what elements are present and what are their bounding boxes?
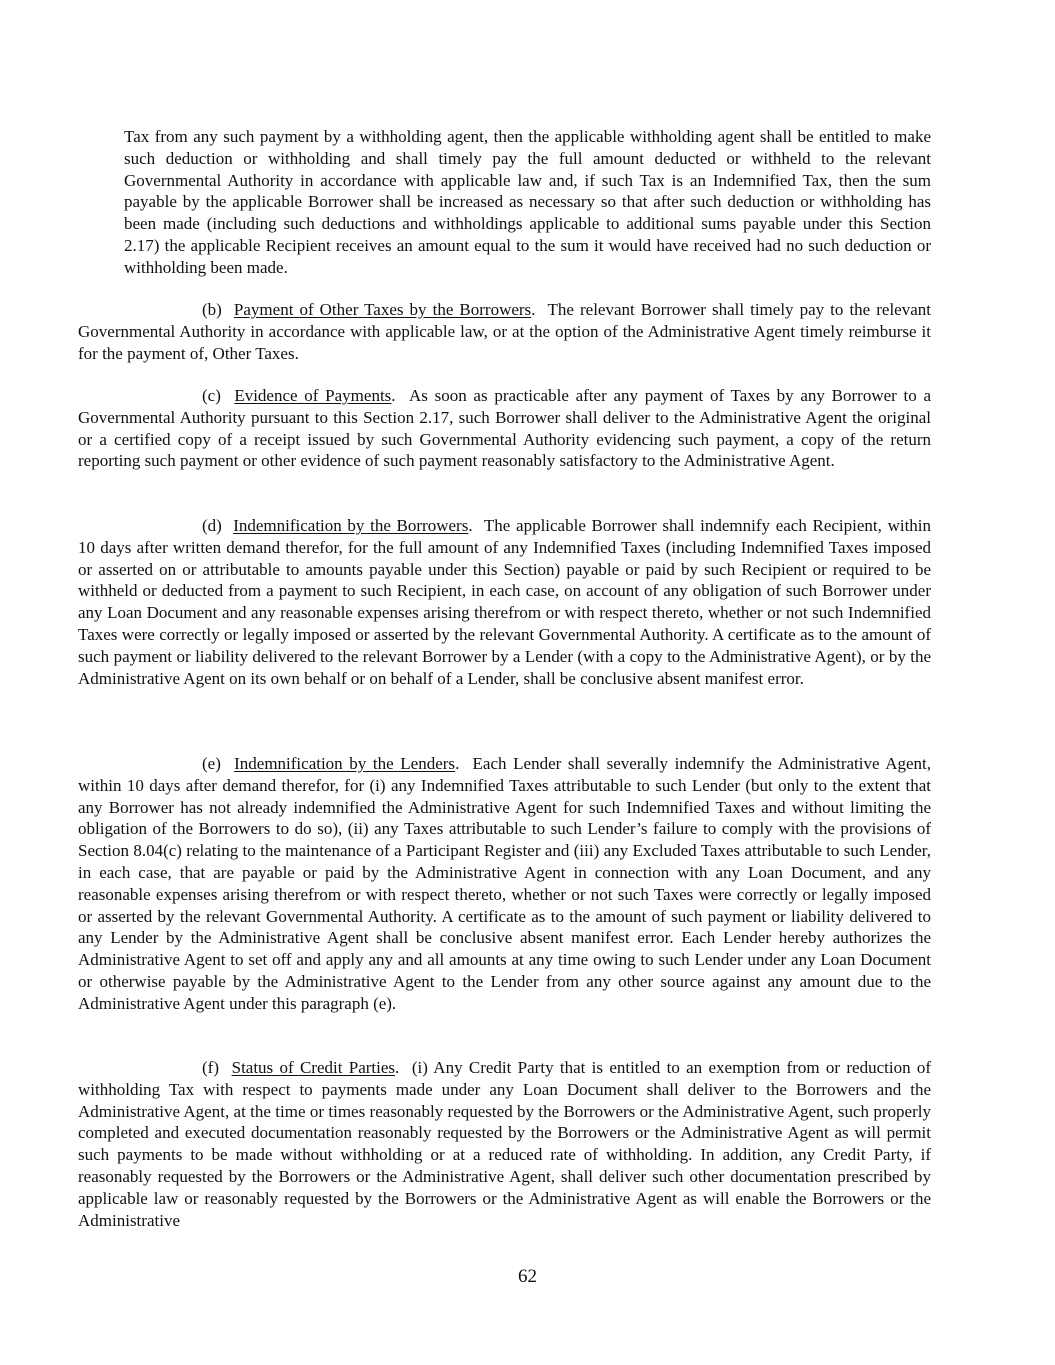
section-e-paragraph: (e) Indemnification by the Lenders. Each Lender shall severally indemnify the Administrative Agent, within 10 days after demand therefor, for (i) any Indemnified Taxes attributable to such Lender (but only to the extent that any Borrower has not already indemnified the Administrative Agent for such Indemnified Taxes and without limiting the obligation of the Borrowers to do so), (ii) any Taxes attributable to such Lender’s failure to comply with the provisions of Section 8.04(c) relating to the maintenance of a Participant Register and (iii) any Excluded Taxes attributable to such Lender, in each case, that are payable or paid by the Administrative Agent in connection with any Loan Document, and any reasonable expenses arising therefrom or with respect thereto, whether or not such Taxes were correctly or legally imposed or asserted by the relevant Governmental Authority. A certificate as to the amount of such payment or liability delivered to any Lender by the Administrative Agent shall be conclusive absent manifest error. Each Lender hereby authorizes the Administrative Agent to set off and apply any and all amounts at any time owing to such Lender under any Loan Document or otherwise payable by the Administrative Agent to the Lender from any other source against any amount due to the Administrative Agent under this paragraph (e). — [78, 754, 931, 1013]
section-c-body: As soon as practicable after any payment of Taxes by any Borrower to a Governmental Authority pursuant to this Section 2.17, such Borrower shall deliver to the Administrative Agent the original or a certified copy of a receipt issued by such Governmental Authority evidencing such payment, a copy of the return reporting such payment or other evidence of such payment reasonably satisfactory to the Administrative Agent. — [78, 386, 932, 471]
section-b-body: The relevant Borrower shall timely pay to the relevant Governmental Authority in accordance with applicable law, or at the option of the Administrative Agent timely reimburse it for the payment of, Other Taxes. — [78, 300, 932, 363]
section-d-paragraph: (d) Indemnification by the Borrowers. The applicable Borrower shall indemnify each Recipient, within 10 days after written demand therefor, for the full amount of any Indemnified Taxes (including Indemnified Taxes imposed or asserted on or attributable to amounts payable under this Section) payable or paid by such Recipient or required to be withheld or deducted from a payment to such Recipient, in each case, on account of any obligation of such Borrower under any Loan Document and any reasonable expenses arising therefrom or with respect thereto, whether or not such Indemnified Taxes were correctly or legally imposed or asserted by the relevant Governmental Authority. A certificate as to the amount of such payment or liability delivered to the relevant Borrower by a Lender (with a copy to the Administrative Agent), or by the Administrative Agent on its own behalf or on behalf of a Lender, shall be conclusive absent manifest error. — [78, 516, 932, 688]
section-d-marker: (d) — [202, 516, 222, 535]
section-e-heading: Indemnification by the Lenders — [234, 754, 456, 773]
section-b-paragraph: (b) Payment of Other Taxes by the Borrowers. The relevant Borrower shall timely pay to the relevant Governmental Authority in accordance with applicable law, or at the option of the Administrative Agent timely reimburse it for the payment of, Other Taxes. — [78, 300, 932, 363]
section-c-heading: Evidence of Payments — [234, 386, 392, 405]
section-b-marker: (b) — [202, 300, 222, 319]
section-c-paragraph: (c) Evidence of Payments. As soon as practicable after any payment of Taxes by any Borrower to a Governmental Authority pursuant to this Section 2.17, such Borrower shall deliver to the Administrative Agent the original or a certified copy of a receipt issued by such Governmental Authority evidencing such payment, a copy of the return reporting such payment or other evidence of such payment reasonably satisfactory to the Administrative Agent. — [78, 386, 932, 471]
section-e-body: Each Lender shall severally indemnify the Administrative Agent, within 10 days after demand therefor, for (i) any Indemnified Taxes attributable to such Lender (but only to the extent that any Borrower has not already indemnified the Administrative Agent for such Indemnified Taxes and without limiting the obligation of the Borrowers to do so), (ii) any Taxes attributable to such Lender’s failure to comply with the provisions of Section 8.04(c) relating to the maintenance of a Participant Register and (iii) any Excluded Taxes attributable to such Lender, in each case, that are payable or paid by the Administrative Agent in connection with any Loan Document, and any reasonable expenses arising therefrom or with respect thereto, whether or not such Taxes were correctly or legally imposed or asserted by the relevant Governmental Authority. A certificate as to the amount of such payment or liability delivered to any Lender by the Administrative Agent shall be conclusive absent manifest error. Each Lender hereby authorizes the Administrative Agent to set off and apply any and all amounts at any time owing to such Lender under any Loan Document or otherwise payable by the Administrative Agent to the Lender from any other source against any amount due to the Administrative Agent under this paragraph (e). — [78, 754, 931, 1013]
continuation-paragraph — [124, 126, 931, 279]
section-d-heading: Indemnification by the Borrowers — [233, 516, 469, 535]
continuation-paragraph-text: Tax from any such payment by a withholding agent, then the applicable withholding agent shall be entitled to make such deduction or withholding and shall timely pay the full amount deducted or withheld to the relevant Governmental Authority in accordance with applicable law and, if such Tax is an Indemnified Tax, then the sum payable by the applicable Borrower shall be increased as necessary so that after such deduction or withholding has been made (including such deductions and withholdings applicable to additional sums payable under this Section 2.17) the applicable Recipient receives an amount equal to the sum it would have received had no such deduction or withholding been made. — [124, 127, 931, 277]
section-f-paragraph: (f) Status of Credit Parties. (i) Any Credit Party that is entitled to an exemption from or reduction of withholding Tax with respect to payments made under any Loan Document shall deliver to the Borrowers and the Administrative Agent, at the time or times reasonably requested by the Borrowers or the Administrative Agent, such properly completed and executed documentation reasonably requested by the Borrowers or the Administrative Agent as will permit such payments to be made without withholding or at a reduced rate of withholding. In addition, any Credit Party, if reasonably requested by the Borrowers or the Administrative Agent, shall deliver such other documentation prescribed by applicable law or reasonably requested by the Borrowers or the Administrative Agent as will enable the Borrowers or the Administrative — [78, 1058, 932, 1230]
section-e-marker: (e) — [202, 754, 221, 773]
section-f-marker: (f) — [202, 1058, 219, 1077]
section-c-marker: (c) — [202, 386, 221, 405]
section-d-body: The applicable Borrower shall indemnify each Recipient, within 10 days after written demand therefor, for the full amount of any Indemnified Taxes (including Indemnified Taxes imposed or asserted on or attributable to amounts payable under this Section) payable or paid by such Recipient or required to be withheld or deducted from a payment to such Recipient, in each case, on account of any obligation of such Borrower under any Loan Document and any reasonable expenses arising therefrom or with respect thereto, whether or not such Indemnified Taxes were correctly or legally imposed or asserted by the relevant Governmental Authority. A certificate as to the amount of such payment or liability delivered to the relevant Borrower by a Lender (with a copy to the Administrative Agent), or by the Administrative Agent on its own behalf or on behalf of a Lender, shall be conclusive absent manifest error. — [78, 516, 932, 688]
section-f-body: (i) Any Credit Party that is entitled to an exemption from or reduction of withholding Tax with respect to payments made under any Loan Document shall deliver to the Borrowers and the Administrative Agent, at the time or times reasonably requested by the Borrowers or the Administrative Agent, such properly completed and executed documentation reasonably requested by the Borrowers or the Administrative Agent as will permit such payments to be made without withholding or at a reduced rate of withholding. In addition, any Credit Party, if reasonably requested by the Borrowers or the Administrative Agent, shall deliver such other documentation prescribed by applicable law or reasonably requested by the Borrowers or the Administrative Agent as will enable the Borrowers or the Administrative — [78, 1058, 932, 1230]
section-f-heading: Status of Credit Parties — [231, 1058, 396, 1077]
page-number: 62 — [518, 1266, 537, 1287]
section-b-heading: Payment of Other Taxes by the Borrowers — [233, 300, 532, 319]
